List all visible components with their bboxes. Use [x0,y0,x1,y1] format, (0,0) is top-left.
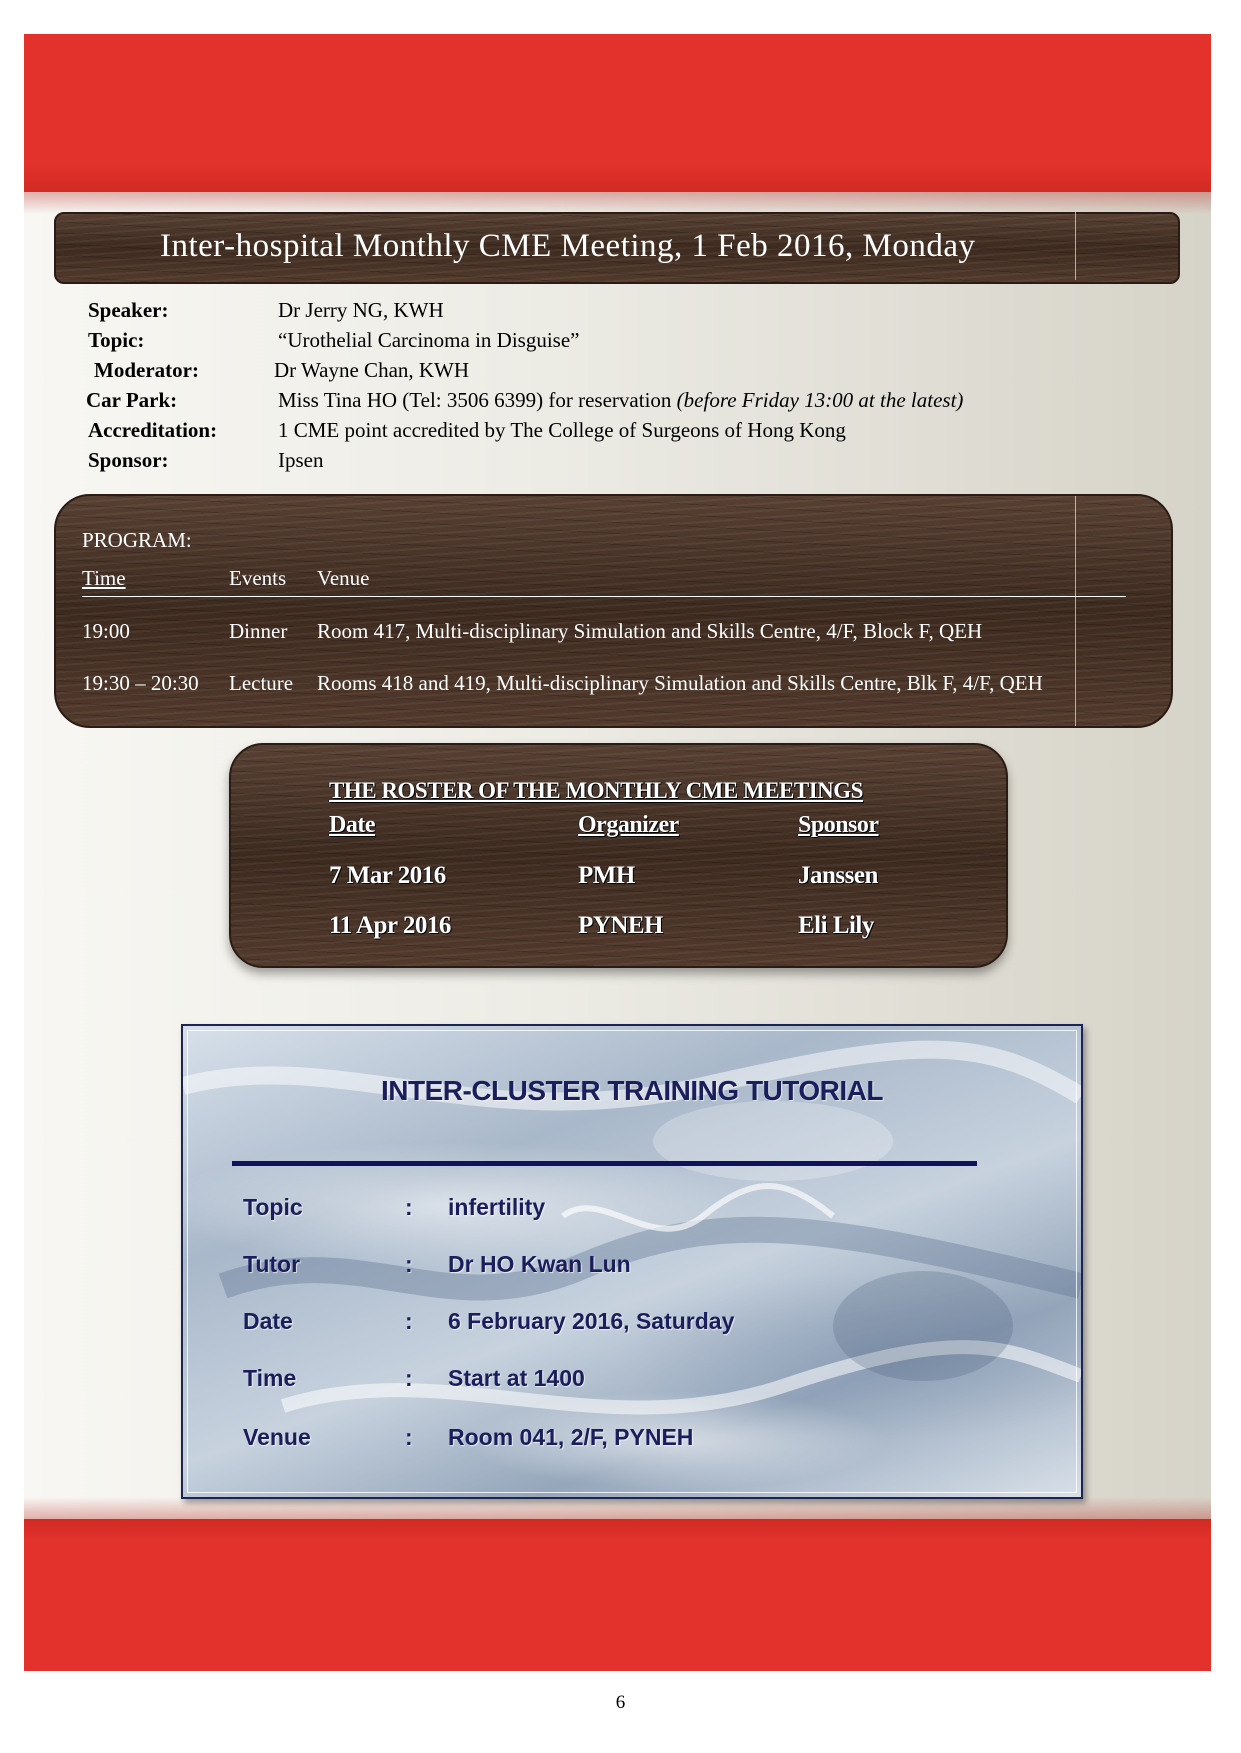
tutorial-venue-label: Venue [243,1424,311,1450]
tutorial-time-label: Time [243,1365,297,1391]
moderator-label: Moderator: [94,358,199,382]
program-box [54,494,1173,728]
speaker-row [88,298,1088,328]
accreditation-row [88,418,1088,448]
roster-col-sponsor: Sponsor [798,812,879,838]
accreditation-value: 1 CME point accredited by The College of Surgeons of Hong Kong [278,418,846,442]
program-event: Dinner [229,619,288,643]
tutorial-colon: : [405,1365,413,1391]
tutorial-topic-row [243,1194,1003,1228]
roster-header-row [329,812,969,852]
carpark-value [278,388,963,413]
roster-sponsor: Eli Lily [798,912,874,939]
program-row [82,671,1126,723]
sponsor-value: Ipsen [278,448,324,472]
program-table [82,566,1126,723]
tutorial-topic-label: Topic [243,1194,303,1220]
tutorial-date-value: 6 February 2016, Saturday [448,1308,735,1334]
speaker-value: Dr Jerry NG, KWH [278,298,444,322]
tutorial-tutor-value: Dr HO Kwan Lun [448,1251,631,1277]
roster-sponsor: Janssen [798,862,878,889]
bottom-red-band [24,1519,1211,1671]
program-time: 19:00 [82,619,130,643]
tutorial-topic-value: infertility [448,1194,546,1220]
speaker-label: Speaker: [88,298,169,322]
tutorial-colon: : [405,1308,413,1334]
page-number: 6 [615,1692,626,1713]
carpark-label: Car Park: [86,388,178,412]
carpark-note: (before Friday 13:00 at the latest) [676,388,964,412]
tutorial-tutor-label: Tutor [243,1251,301,1277]
roster-col-date: Date [329,812,375,838]
program-row [82,619,1126,671]
tutorial-title: INTER-CLUSTER TRAINING TUTORIAL [381,1075,883,1106]
tutorial-date-label: Date [243,1308,293,1334]
tutorial-time-row [243,1365,1003,1399]
program-header-row [82,566,1126,597]
tutorial-box [181,1024,1083,1499]
roster-row [329,912,969,952]
tutorial-tutor-row [243,1251,1003,1285]
tutorial-colon: : [405,1251,413,1277]
roster-box [229,743,1008,968]
roster-title: THE ROSTER OF THE MONTHLY CME MEETINGS [329,778,863,803]
moderator-value: Dr Wayne Chan, KWH [274,358,470,382]
roster-date: 7 Mar 2016 [329,862,446,889]
program-venue: Room 417, Multi-disciplinary Simulation and Skills Centre, 4/F, Block F, QEH [317,619,983,643]
roster-col-organizer: Organizer [578,812,679,838]
tutorial-divider [232,1161,977,1166]
tutorial-colon: : [405,1194,413,1220]
vertical-rule [1075,212,1076,280]
meeting-title: Inter-hospital Monthly CME Meeting, 1 Feb 2016, Monday [160,228,976,264]
tutorial-venue-row [243,1424,1003,1458]
col-venue: Venue [317,566,370,590]
meeting-details [88,298,1088,478]
topic-label: Topic: [88,328,145,352]
program-time: 19:30 – 20:30 [82,671,199,695]
accreditation-label: Accreditation: [88,418,218,442]
tutorial-date-row [243,1308,1003,1342]
tutorial-time-value: Start at 1400 [448,1365,585,1391]
top-red-band [24,34,1211,192]
program-heading: PROGRAM: [82,528,192,552]
sponsor-label: Sponsor: [88,448,169,472]
carpark-row [88,388,1088,418]
tutorial-venue-value: Room 041, 2/F, PYNEH [448,1424,694,1450]
carpark-contact: Miss Tina HO (Tel: 3506 6399) for reservation [278,388,677,412]
roster-row [329,862,969,902]
col-time: Time [82,566,126,590]
sponsor-row [88,448,1088,478]
topic-row [88,328,1088,358]
col-events: Events [229,566,287,590]
topic-value: “Urothelial Carcinoma in Disguise” [278,328,580,352]
roster-date: 11 Apr 2016 [329,912,451,939]
program-venue: Rooms 418 and 419, Multi-disciplinary Simulation and Skills Centre, Blk F, 4/F, QEH [317,671,1043,695]
tutorial-colon: : [405,1424,413,1450]
roster-organizer: PYNEH [578,912,663,939]
program-event: Lecture [229,671,294,695]
roster-organizer: PMH [578,862,635,889]
meeting-title-bar [54,212,1180,284]
moderator-row [88,358,1088,388]
